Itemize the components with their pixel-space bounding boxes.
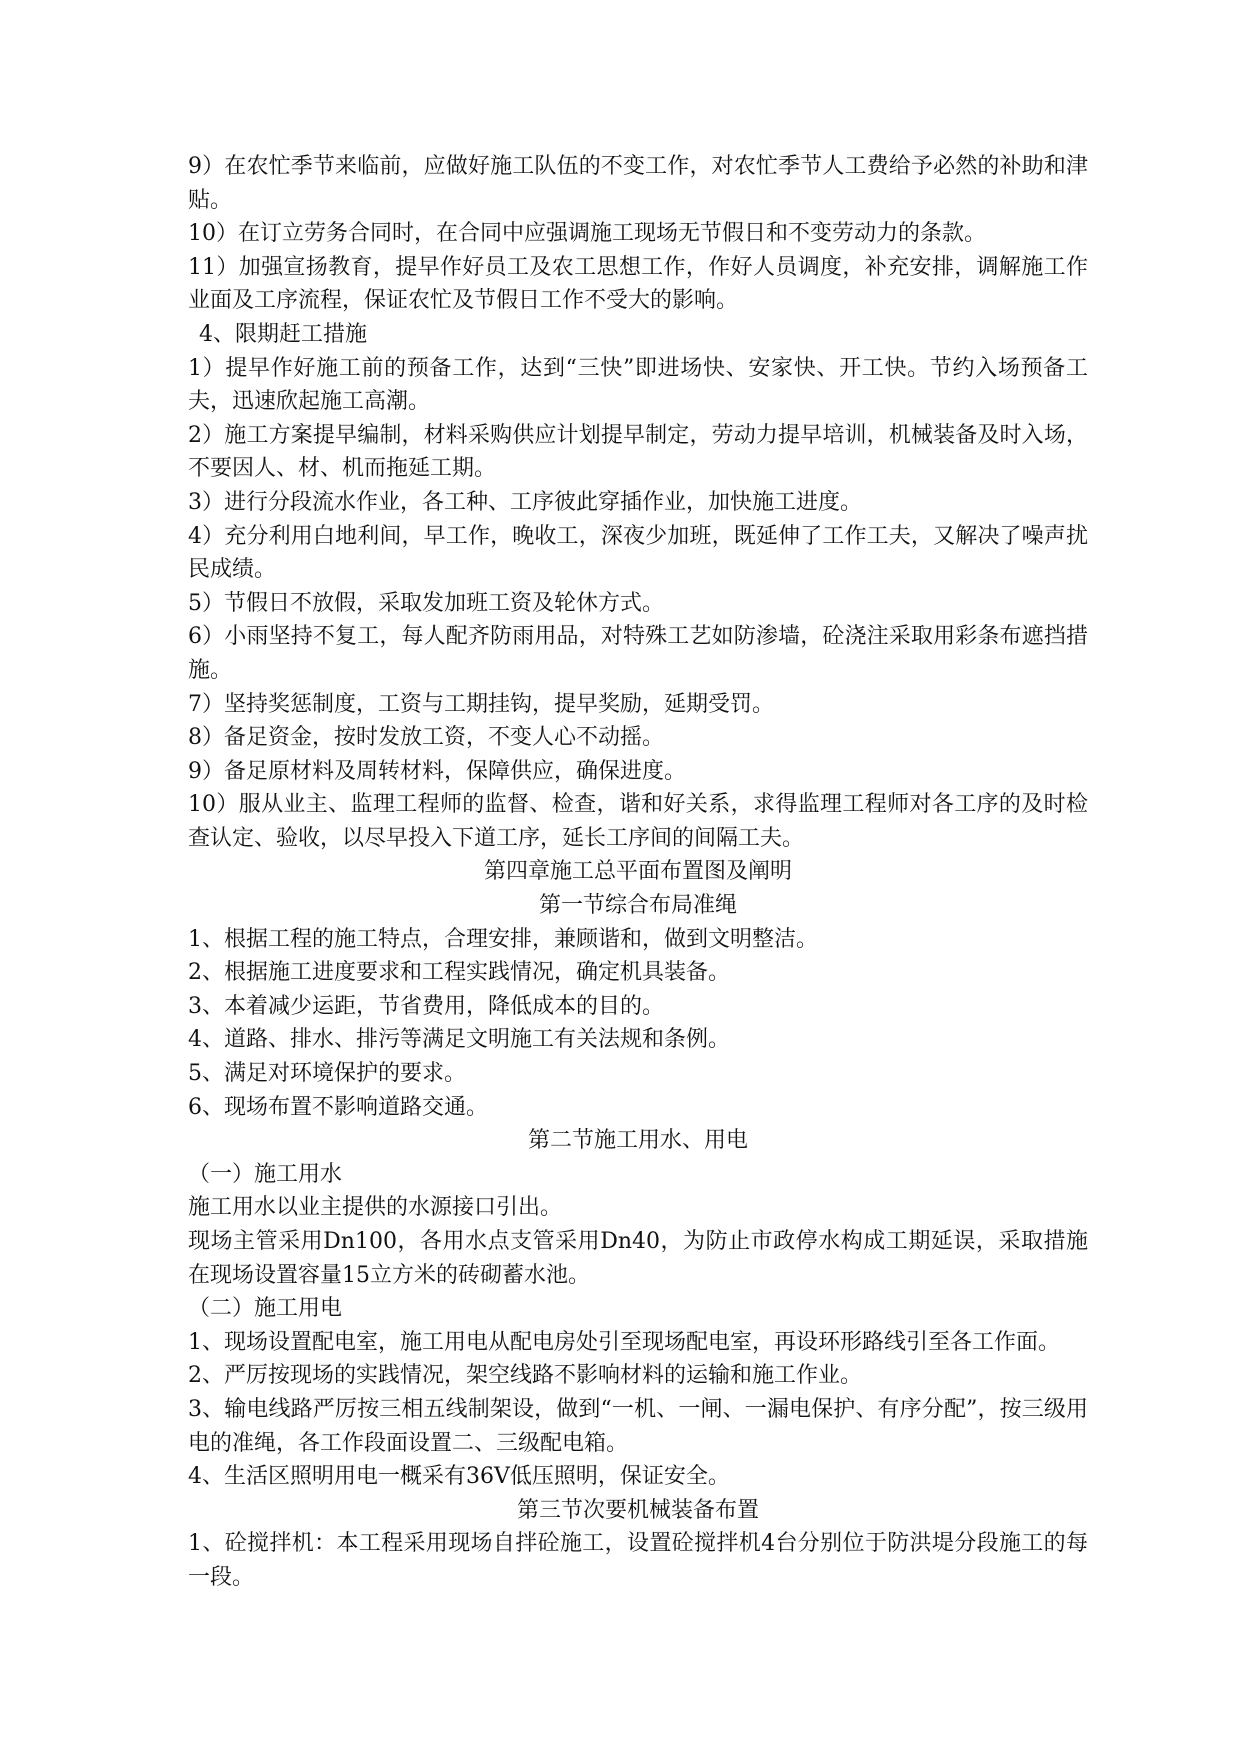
measure-item-8: 8）备足资金，按时发放工资，不变人心不动摇。 (188, 725, 664, 751)
measure-item-5: 5）节假日不放假，采取发加班工资及轮休方式。 (188, 590, 664, 616)
chapter-title: 第四章施工总平面布置图及阐明 (483, 859, 792, 885)
principle-item-4: 4、道路、排水、排污等满足文明施工有关法规和条例。 (188, 1027, 730, 1053)
measure-item-1: 1）提早作好施工前的预备工作，达到“三快”即进场快、安家快、开工快。节约入场预备工夫，迅速欣起施工高潮。 (188, 355, 1088, 415)
power-item-3: 3、输电线路严厉按三相五线制架设，做到“一机、一闸、一漏电保护、有序分配”，按三级用电的准绳，各工作段面设置二、三级配电箱。 (188, 1396, 1088, 1456)
principle-item-5: 5、满足对环境保护的要求。 (188, 1061, 466, 1087)
document-body (188, 150, 1088, 1595)
water-paragraph-1: 施工用水以业主提供的水源接口引出。 (188, 1195, 563, 1221)
section-title-machinery: 第三节次要机械装备布置 (516, 1497, 759, 1523)
machinery-item-1: 1、砼搅拌机：本工程采用现场自拌砼施工，设置砼搅拌机4台分别位于防洪堤分段施工的每一段。 (188, 1531, 1088, 1590)
measure-item-3: 3）进行分段流水作业，各工种、工序彼此穿插作业，加快施工进度。 (188, 489, 862, 515)
power-item-2: 2、严厉按现场的实践情况，架空线路不影响材料的运输和施工作业。 (188, 1363, 862, 1389)
measure-item-2: 2）施工方案提早编制，材料采购供应计划提早制定，劳动力提早培训，机械装备及时入场，不要因人、材、机而拖延工期。 (188, 422, 1088, 482)
measure-item-10: 10）服从业主、监理工程师的监督、检查，谐和好关系，求得监理工程师对各工序的及时检查认定、验收，以尽早投入下道工序，延长工序间的间隔工夫。 (188, 792, 1088, 851)
water-paragraph-2: 现场主管采用Dn100，各用水点支管采用Dn40，为防止市政停水构成工期延误，采取措施在现场设置容量15立方米的砖砌蓄水池。 (188, 1229, 1088, 1288)
power-item-1: 1、现场设置配电室，施工用电从配电房处引至现场配电室，再设环形路线引至各工作面。 (188, 1329, 1061, 1355)
measure-item-7: 7）坚持奖惩制度，工资与工期挂钩，提早奖励，延期受罚。 (188, 691, 774, 717)
subheading-power: （二）施工用电 (188, 1296, 343, 1322)
measure-item-6: 6）小雨坚持不复工，每人配齐防雨用品，对特殊工艺如防渗墙，砼浇注采取用彩条布遮挡措施。 (188, 624, 1088, 683)
paragraph-item-9: 9）在农忙季节来临前，应做好施工队伍的不变工作，对农忙季节人工费给予必然的补助和津贴。 (188, 154, 1088, 213)
principle-item-1: 1、根据工程的施工特点，合理安排，兼顾谐和，做到文明整洁。 (188, 926, 818, 952)
paragraph-item-10: 10）在订立劳务合同时，在合同中应强调施工现场无节假日和不变劳动力的条款。 (188, 221, 986, 247)
measure-item-4: 4）充分利用白地利间，早工作，晚收工，深夜少加班，既延伸了工作工夫，又解决了噪声扰民成绩。 (188, 523, 1088, 583)
principle-item-3: 3、本着减少运距，节省费用，降低成本的目的。 (188, 993, 664, 1019)
subheading-water: （一）施工用水 (188, 1161, 343, 1187)
section-title-water-power: 第二节施工用水、用电 (527, 1128, 748, 1154)
section-title-layout-principles: 第一节综合布局准绳 (538, 893, 737, 919)
section-heading-deadline-measures: 4、限期赶工措施 (199, 321, 367, 347)
power-item-4: 4、生活区照明用电一概采有36V低压照明，保证安全。 (188, 1464, 730, 1490)
principle-item-6: 6、现场布置不影响道路交通。 (188, 1094, 488, 1120)
measure-item-9: 9）备足原材料及周转材料，保障供应，确保进度。 (188, 758, 686, 784)
principle-item-2: 2、根据施工进度要求和工程实践情况，确定机具装备。 (188, 960, 730, 986)
paragraph-item-11: 11）加强宣扬教育，提早作好员工及农工思想工作，作好人员调度，补充安排，调解施工作业面及工序流程，保证农忙及节假日工作不受大的影响。 (188, 254, 1088, 314)
